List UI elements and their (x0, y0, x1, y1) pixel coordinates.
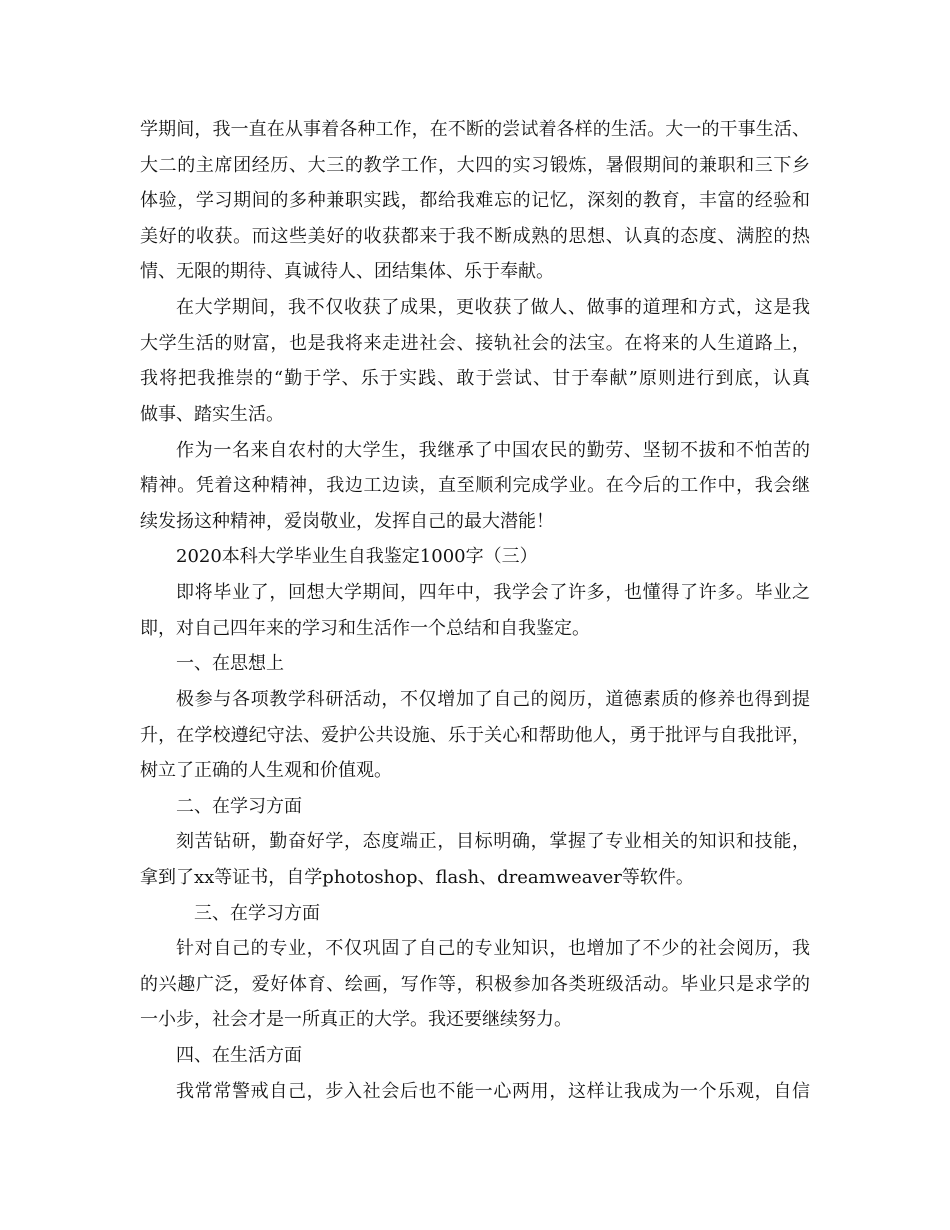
text-line: 续发扬这种精神，爱岗敬业，发挥自己的最大潜能！ (140, 511, 554, 532)
text-line: 拿到了xx等证书，自学photoshop、flash、dreamweaver等软件。 (140, 867, 694, 888)
paragraph-start-line: 针对自己的专业，不仅巩固了自己的专业知识，也增加了不少的社会阅历，我 (176, 938, 810, 959)
subheading: 二、在学习方面 (176, 796, 302, 817)
text-line: 的兴趣广泛，爱好体育、绘画，写作等，积极参加各类班级活动。毕业只是求学的 (140, 974, 810, 995)
subheading: 一、在思想上 (176, 653, 284, 674)
text-line: 美好的收获。而这些美好的收获都来于我不断成熟的思想、认真的态度、满腔的热 (140, 226, 810, 247)
paragraph-start-line: 作为一名来自农村的大学生，我继承了中国农民的勤劳、坚韧不拔和不怕苦的 (176, 440, 810, 461)
text-line: 精神。凭着这种精神，我边工边读，直至顺利完成学业。在今后的工作中，我会继 (140, 475, 810, 496)
text-line: 树立了正确的人生观和价值观。 (140, 760, 392, 781)
text-line: 大学生活的财富，也是我将来走进社会、接轨社会的法宝。在将来的人生道路上， (140, 333, 810, 354)
subheading: 三、在学习方面 (194, 903, 320, 924)
paragraph-start-line: 极参与各项教学科研活动，不仅增加了自己的阅历，道德素质的修养也得到提 (176, 689, 810, 710)
paragraph-start-line: 我常常警戒自己，步入社会后也不能一心两用，这样让我成为一个乐观，自信 (176, 1081, 810, 1102)
text-line: 大二的主席团经历、大三的教学工作，大四的实习锻炼，暑假期间的兼职和三下乡 (140, 155, 810, 176)
text-line: 学期间，我一直在从事着各种工作，在不断的尝试着各样的生活。大一的干事生活、 (140, 119, 810, 140)
text-line: 升，在学校遵纪守法、爱护公共设施、乐于关心和帮助他人，勇于批评与自我批评， (140, 725, 810, 746)
subheading: 四、在生活方面 (176, 1045, 302, 1066)
text-line: 一小步，社会才是一所真正的大学。我还要继续努力。 (140, 1009, 572, 1030)
text-line: 我将把我推崇的“勤于学、乐于实践、敢于尝试、甘于奉献”原则进行到底，认真 (140, 368, 810, 389)
paragraph-start-line: 在大学期间，我不仅收获了成果，更收获了做人、做事的道理和方式，这是我 (176, 297, 810, 318)
text-line: 情、无限的期待、真诚待人、团结集体、乐于奉献。 (140, 261, 554, 282)
text-line: 做事、踏实生活。 (140, 404, 284, 425)
paragraph-start-line: 刻苦钻研，勤奋好学，态度端正，目标明确，掌握了专业相关的知识和技能， (176, 831, 810, 852)
section-title: 2020本科大学毕业生自我鉴定1000字（三） (176, 546, 538, 567)
text-line: 即，对自己四年来的学习和生活作一个总结和自我鉴定。 (140, 618, 590, 639)
paragraph-start-line: 即将毕业了，回想大学期间，四年中，我学会了许多，也懂得了许多。毕业之 (176, 582, 810, 603)
text-line: 体验，学习期间的多种兼职实践，都给我难忘的记忆，深刻的教育，丰富的经验和 (140, 190, 810, 211)
